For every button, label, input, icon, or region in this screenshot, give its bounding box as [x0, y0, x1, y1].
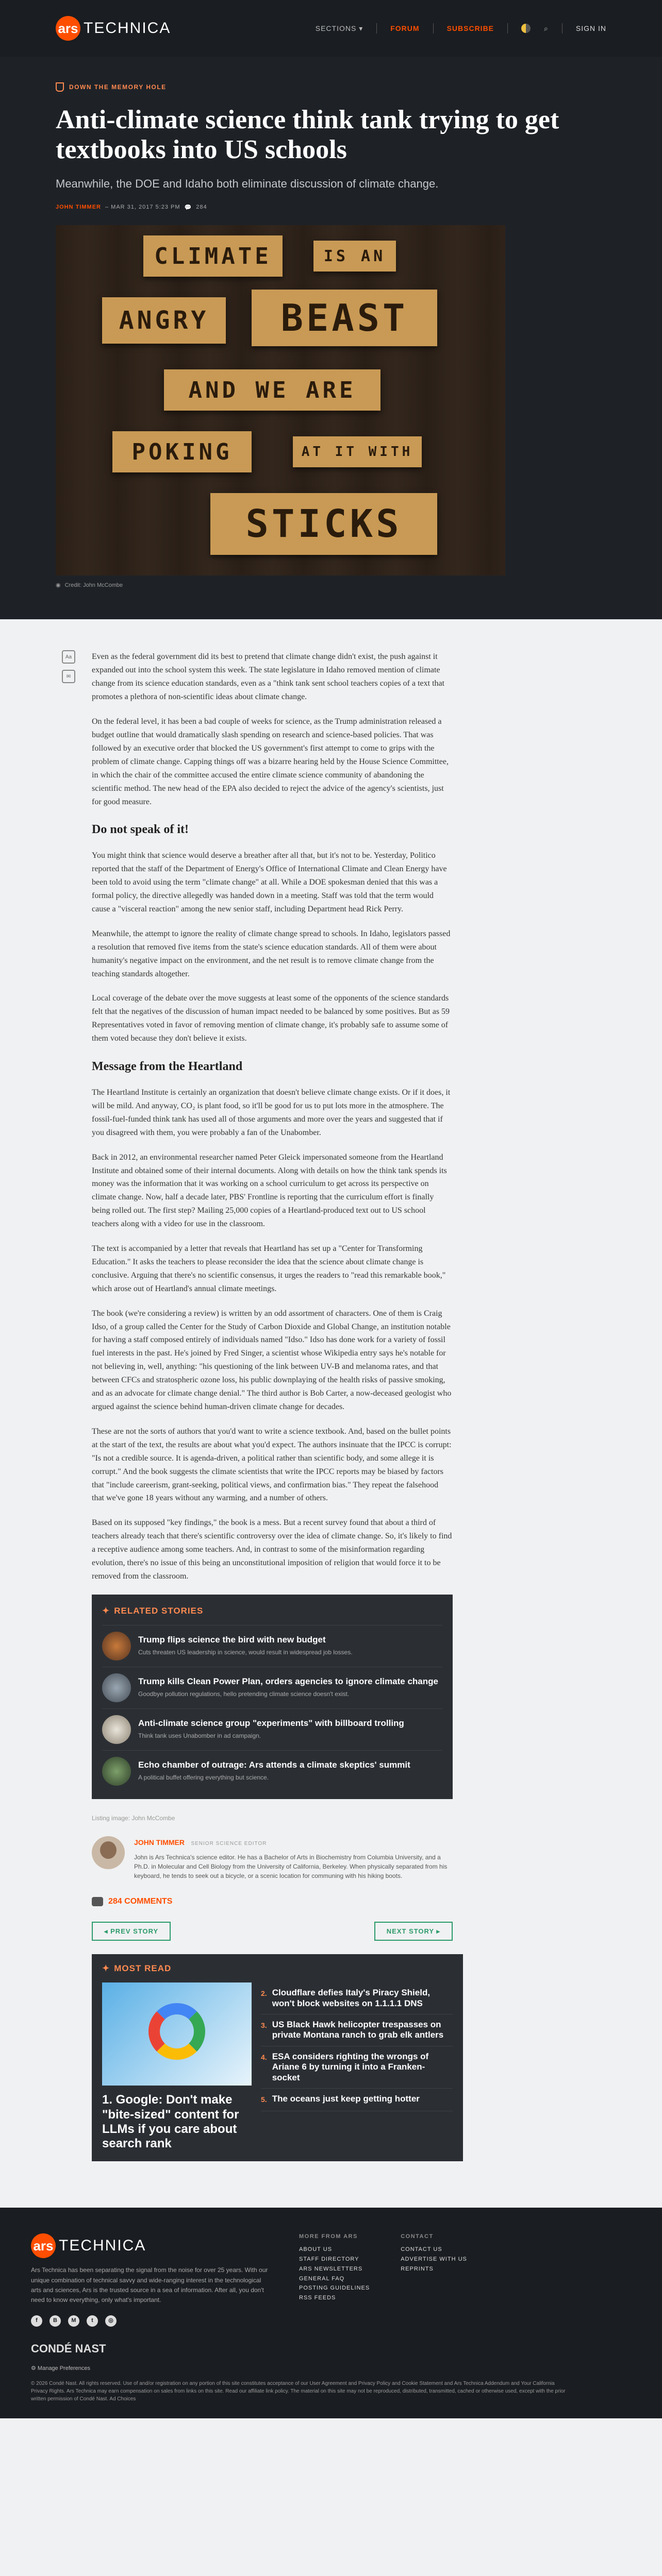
related-subtitle: A political buffet offering everything but science.: [138, 1773, 269, 1781]
footer-link[interactable]: STAFF DIRECTORY: [299, 2256, 359, 2263]
related-subtitle: Cuts threaten US leadership in science, would result in widespread job losses.: [138, 1648, 353, 1656]
most-read-title: [102, 1961, 453, 1976]
footer-more-title: MORE FROM ARS: [299, 2233, 358, 2240]
most-read: [92, 1954, 463, 2162]
subscribe-link[interactable]: SUBSCRIBE: [446, 24, 494, 32]
logo-word: TECHNICA: [84, 20, 171, 37]
article-tools: [56, 650, 81, 2161]
footer-more-column: [299, 2233, 370, 2327]
related-thumb: [102, 1715, 131, 1744]
related-item[interactable]: [102, 1708, 442, 1750]
sign-word: AT IT WITH: [293, 436, 422, 467]
nav-divider: [376, 23, 377, 33]
prev-story-button[interactable]: ◂ PREV STORY: [92, 1922, 171, 1941]
logo-word: TECHNICA: [59, 2237, 146, 2255]
most-read-item[interactable]: [261, 2014, 453, 2046]
sign-word: AND WE ARE: [164, 369, 380, 411]
sign-word: BEAST: [252, 290, 437, 346]
article-hero: [0, 57, 662, 619]
kicker[interactable]: [56, 82, 606, 92]
related-headline: Trump kills Clean Power Plan, orders agencies to ignore climate change: [138, 1676, 438, 1687]
sign-in-link[interactable]: SIGN IN: [575, 24, 606, 32]
paragraph: The Heartland Institute is certainly an organization that doesn't believe climate change exists. Or if it does, it will be mild. And anyway, CO₂ is plant food, so it'll be good for us to put lots more in the atmosphere. The fossil-fuel-funded think tank has used all of those arguments and more over the years and suggested that if you disagreed with them, you were probably a fan of the Unabomber.: [92, 1088, 451, 1137]
site-logo[interactable]: [56, 16, 171, 41]
most-read-headline: US Black Hawk helicopter trespasses on private Montana ranch to grab elk antlers: [272, 2020, 444, 2040]
instagram-icon[interactable]: ◎: [105, 2315, 117, 2327]
most-read-item[interactable]: [261, 2089, 453, 2111]
most-read-feature-headline: 1. Google: Don't make "bite-sized" content for LLMs if you care about search rank: [102, 2093, 239, 2151]
flame-icon: ✦: [102, 1963, 110, 1973]
most-read-headline: Cloudflare defies Italy's Piracy Shield, won't block websites on 1.1.1.1 DNS: [272, 1988, 431, 2008]
comment-bubble-icon[interactable]: 💬: [184, 205, 192, 211]
paragraph: Local coverage of the debate over the move suggests at least some of the opponents of the science standards felt that the negatives of the discussion of human impact needed to be balanced by some positives. But as 59 Representatives voted in favor of removing mention of climate change, it's probably safe to assume some of them voted because they don't believe it exists.: [92, 994, 450, 1043]
footer-contact-title: CONTACT: [401, 2233, 434, 2240]
paragraph: You might think that science would deserve a breather after all that, but it's not to be. Yesterday, Politico reported that the staff of the Department of Energy's Office of International Climate and Clean Energy have been told to avoid using the term "climate change" at all. While a DOE spokesman denied that this was a formal policy, the directive allegedly was handed down in a meeting. Staff was told that the term would cause a "visceral reaction" among the new senior staff, including Department head Rick Perry.: [92, 851, 447, 913]
bluesky-icon[interactable]: B: [49, 2315, 61, 2327]
most-read-grid: [102, 1982, 453, 2151]
forum-link[interactable]: FORUM: [390, 24, 420, 32]
logo-mark: ars: [31, 2233, 56, 2258]
most-read-item[interactable]: [261, 2046, 453, 2089]
footer-link[interactable]: ABOUT US: [299, 2246, 333, 2253]
section-heading: Do not speak of it!: [92, 823, 189, 837]
paragraph: These are not the sorts of authors that you'd want to write a science textbook. And, based on the bullet points at the start of the text, the results are about what you'd expect. The authors insinuate that the IPCC is corrupt: "Is not a credible source. It is agenda-driven, a political rather than scientific body, and some allege it is corrupt." And the book suggests the climate scientists that write the IPCC reports may be biased by factors that "include careerism, grant-seeking, political views, and confirmation bias." They repeat the falsehood that we've gone 18 years without any warming, and a number of others.: [92, 1427, 452, 1503]
sign-word: CLIMATE: [143, 235, 283, 277]
next-story-button[interactable]: NEXT STORY ▸: [374, 1922, 453, 1941]
related-headline: Echo chamber of outrage: Ars attends a climate skeptics' summit: [138, 1760, 410, 1770]
site-footer: [0, 2208, 662, 2418]
related-thumb: [102, 1757, 131, 1786]
text-settings-icon[interactable]: Aa: [62, 650, 75, 664]
paragraph: Meanwhile, the attempt to ignore the reality of climate change spread to schools. In Idaho, legislators passed a resolution that removed five items from the state's science education standards. All of them were about humanity's negative impact on the environment, and the net result is to remove climate change from the teaching standards altogether.: [92, 929, 451, 978]
paragraph: The text is accompanied by a letter that reveals that Heartland has set up a "Center for Transforming Education." It asks the teachers to please reconsider the idea that the science about climate change is conclusive. Arguing that there's no scientific consensus, it urges the readers to "read this remarkable book," which arose out of Heartland's annual climate meetings.: [92, 1244, 446, 1293]
dek: Meanwhile, the DOE and Idaho both eliminate discussion of climate change.: [56, 177, 439, 191]
flame-icon: ✦: [102, 1605, 110, 1616]
related-stories: [92, 1595, 453, 1800]
related-item[interactable]: [102, 1750, 442, 1792]
legal-text: © 2026 Condé Nast. All rights reserved. Use of and/or registration on any portion of this site constitutes acceptance of our User Agreement and Privacy Policy and Cookie Statement and Ars Technica Addendum and Your California Privacy Rights. Ars Technica may earn compensation on sales from links on this site. Read our affiliate link policy. The material on this site may not be reproduced, distributed, transmitted, cached or otherwise used, except with the prior written permission of Condé Nast. Ad Choices: [31, 2381, 566, 2402]
share-icon[interactable]: ✉: [62, 670, 75, 683]
related-item[interactable]: [102, 1625, 442, 1667]
related-headline: Trump flips science the bird with new budget: [138, 1635, 326, 1645]
article-wrap: [0, 619, 662, 2182]
footer-about-text: Ars Technica has been separating the signal from the noise for over 25 years. With our unique combination of technical savvy and wide-ranging interest in the technological arts and sciences, Ars is the trusted source in a sea of information. After all, you don't need to know everything, only what's important.: [31, 2266, 268, 2304]
nav-divider: [507, 23, 508, 33]
related-subtitle: Goodbye pollution regulations, hello pretending climate science doesn't exist.: [138, 1690, 350, 1698]
comments-count: 284 COMMENTS: [108, 1896, 173, 1906]
footer-link[interactable]: REPRINTS: [401, 2265, 434, 2272]
nav-divider: [433, 23, 434, 33]
most-read-rank: 5.: [261, 2095, 267, 2104]
byline-date: – MAR 31, 2017 5:23 PM: [105, 204, 180, 211]
footer-link[interactable]: GENERAL FAQ: [299, 2275, 345, 2282]
footer-link[interactable]: POSTING GUIDELINES: [299, 2285, 370, 2292]
most-read-rank: 3.: [261, 2021, 267, 2030]
related-item[interactable]: [102, 1667, 442, 1708]
related-subtitle: Think tank uses Unabomber in ad campaign.: [138, 1732, 261, 1739]
nav-links: [316, 23, 606, 33]
related-title-text: RELATED STORIES: [114, 1605, 204, 1616]
footer-link[interactable]: ARS NEWSLETTERS: [299, 2265, 363, 2272]
paragraph: Even as the federal government did its best to pretend that climate change didn't exist, the push against it expanded out into the school system this week. The state legislature in Idaho removed mention of climate change from its science education standards, even as a "think tank sent school teachers copies of a text that promotes a plethora of non-scientific ideas about climate change.: [92, 652, 445, 702]
paragraph: On the federal level, it has been a bad couple of weeks for science, as the Trump administration released a budget outline that would dramatically slash spending on research and science-based policies. That was followed by an executive order that blocked the US government's first attempt to come to grips with the problem of climate change. Capping things off was a bizarre hearing held by the House Science Committee, in which the chair of the committee accused the entire climate science community of abandoning the scientific method. The new head of the EPA also decided to reject the advice of the agency's scientists, just for good measure.: [92, 717, 449, 806]
footer-about: [31, 2233, 268, 2327]
footer-contact-column: [401, 2233, 467, 2327]
camera-icon: ◉: [56, 582, 61, 589]
byline: [56, 204, 606, 211]
theme-toggle-icon[interactable]: [521, 24, 531, 33]
footer-top: [31, 2233, 631, 2327]
kicker-text: DOWN THE MEMORY HOLE: [69, 83, 167, 91]
footer-logo[interactable]: [31, 2233, 268, 2258]
story-navigation: [92, 1922, 453, 1941]
sign-word: IS AN: [313, 241, 396, 272]
caption-credit: Credit: John McCombe: [64, 582, 123, 588]
related-thumb: [102, 1632, 131, 1660]
paragraph: The book (we're considering a review) is written by an odd assortment of characters. One of them is Craig Idso, of a group called the Center for the Study of Carbon Dioxide and Global Change, an institution notable for having a staff composed entirely of individuals named "Idso." Idso has done work for a variety of fossil fuel interests in the past. He's joined by Fred Singer, a scientist whose Wikipedia entry says he's notable for not believing in, well, anything: "his questioning of the link between UV-B and melanoma rates, and that between CFCs and stratospheric ozone loss, his public downplaying of the health risks of passive smoking, and as an advocate for climate change denial." The third author is Bob Carter, a now-deceased geologist who argued against the science behind human-driven climate change for decades.: [92, 1309, 452, 1411]
most-read-headline: The oceans just keep getting hotter: [272, 2093, 420, 2104]
most-read-feature-image: [102, 1982, 252, 2086]
sign-word: ANGRY: [102, 297, 226, 344]
sign-word: POKING: [112, 431, 252, 472]
youtube-icon[interactable]: t: [87, 2315, 98, 2327]
most-read-headline: ESA considers righting the wrongs of Ariane 6 by turning it into a Franken-socket: [272, 2051, 429, 2082]
social-links: [31, 2315, 268, 2327]
mastodon-icon[interactable]: M: [68, 2315, 79, 2327]
byline-comment-count[interactable]: 284: [196, 204, 207, 211]
conde-nast-logo[interactable]: CONDÉ NAST: [31, 2342, 106, 2355]
footer-link[interactable]: RSS FEEDS: [299, 2294, 336, 2301]
author-bio: John is Ars Technica's science editor. He has a Bachelor of Arts in Biochemistry from Columbia University, and a Ph.D. in Molecular and Cell Biology from the University of California, Berkeley. When physically separated from his keyboard, he tends to seek out a bicycle, or a scenic location for communing with his hiking boots.: [134, 1853, 448, 1879]
google-logo-icon: [148, 2003, 205, 2060]
most-read-item[interactable]: [261, 1982, 453, 2014]
headline: Anti-climate science think tank trying to get textbooks into US schools: [56, 105, 559, 165]
comments-link[interactable]: [92, 1895, 453, 1908]
author-role: SENIOR SCIENCE EDITOR: [191, 1840, 267, 1846]
byline-author[interactable]: JOHN TIMMER: [56, 204, 101, 211]
related-title: [102, 1604, 442, 1618]
most-read-rank: 4.: [261, 2053, 267, 2061]
paragraph: Based on its supposed "key findings," the book is a mess. But a recent survey found that about a third of teachers already teach that there's scientific controversy over the idea of climate change. So, it's likely to find a receptive audience among some teachers. And, in contrast to some of the misinformation regarding evolution, there's no issue of this being an unconstitutional imposition of religion that would force it to be removed from the classroom.: [92, 1518, 452, 1581]
paragraph: Back in 2012, an environmental researcher named Peter Gleick impersonated someone from the Heartland Institute and obtained some of their internal documents. Along with details on how the think tank spends its money was the information that it was working on a school curriculum to get across its perspective on climate change. Now, half a decade later, PBS' Frontline is reporting that the curriculum effort is finally being rolled out. The first step? Mailing 25,000 copies of a Heartland-produced text out to US school teachers along with a video for use in the classroom.: [92, 1153, 447, 1229]
footer-link[interactable]: CONTACT US: [401, 2246, 442, 2253]
most-read-rank: 2.: [261, 1989, 267, 1998]
article-body: [92, 650, 453, 2161]
search-icon[interactable]: ⌕: [544, 24, 549, 32]
hero-image: [56, 225, 505, 575]
section-heading: Message from the Heartland: [92, 1060, 243, 1074]
sections-menu[interactable]: SECTIONS ▾: [315, 24, 363, 32]
most-read-list: [261, 1982, 453, 2151]
facebook-icon[interactable]: f: [31, 2315, 42, 2327]
listing-image-credit: Listing image: John McCombe: [92, 1815, 175, 1822]
logo-mark: ars: [56, 16, 80, 41]
author-name[interactable]: JOHN TIMMER: [134, 1838, 185, 1846]
image-caption: [56, 582, 606, 588]
sign-word: STICKS: [210, 493, 437, 555]
flask-icon: [56, 82, 64, 92]
comments-icon: [92, 1897, 103, 1906]
related-thumb: [102, 1673, 131, 1702]
related-headline: Anti-climate science group "experiments" with billboard trolling: [138, 1718, 404, 1728]
most-read-title-text: MOST READ: [114, 1963, 172, 1973]
author-box: [92, 1836, 453, 1880]
author-avatar[interactable]: [92, 1836, 125, 1869]
top-nav: [0, 0, 662, 57]
most-read-feature[interactable]: [102, 1982, 252, 2151]
manage-preferences-link[interactable]: ⚙ Manage Preferences: [31, 2365, 91, 2372]
footer-link[interactable]: ADVERTISE WITH US: [401, 2256, 467, 2263]
